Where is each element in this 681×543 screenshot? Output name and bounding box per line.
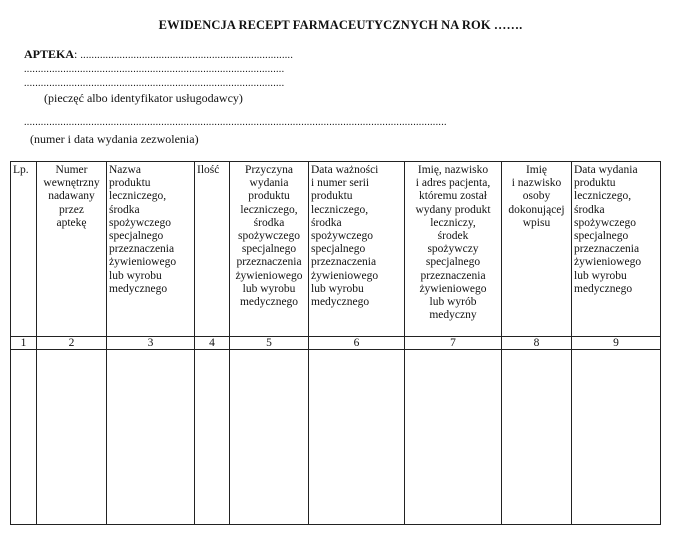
entry-cell-6[interactable] xyxy=(309,350,405,525)
header-reason: Przyczyna wydania produktu leczniczego, środka spożywczego specjalnego przeznaczenia żywieniowego lub wyrobu medycznego xyxy=(230,162,309,337)
col-number-7: 7 xyxy=(405,337,502,350)
col-number-1: 1 xyxy=(11,337,37,350)
header-lp: Lp. xyxy=(11,162,37,337)
prescription-register-table xyxy=(10,161,661,525)
entry-cell-3[interactable] xyxy=(107,350,195,525)
col-number-9: 9 xyxy=(572,337,661,350)
col-number-5: 5 xyxy=(230,337,309,350)
permit-caption: (numer i data wydania zezwolenia) xyxy=(30,132,199,146)
entry-cell-8[interactable] xyxy=(502,350,572,525)
entry-row xyxy=(11,350,661,525)
document-title: EWIDENCJA RECEPT FARMACEUTYCZNYCH NA ROK ……. xyxy=(158,18,523,32)
entry-cell-1[interactable] xyxy=(11,350,37,525)
column-number-row xyxy=(11,337,661,350)
header-quantity: Ilość xyxy=(195,162,230,337)
header-row xyxy=(11,162,661,337)
col-number-2: 2 xyxy=(37,337,107,350)
pharmacy-dots-1: ............................................................................ xyxy=(80,50,294,61)
header-expiry-serial: Data ważności i numer serii produktu leczniczego, środka spożywczego specjalnego przeznaczenia żywieniowego lub wyrobu medycznego xyxy=(309,162,405,337)
pharmacy-block xyxy=(24,47,293,91)
header-entry-person: Imię i nazwisko osoby dokonującej wpisu xyxy=(502,162,572,337)
col-number-8: 8 xyxy=(502,337,572,350)
col-number-4: 4 xyxy=(195,337,230,350)
header-internal-number: Numer wewnętrzny nadawany przez aptekę xyxy=(37,162,107,337)
entry-cell-4[interactable] xyxy=(195,350,230,525)
entry-cell-9[interactable] xyxy=(572,350,661,525)
pharmacy-label: APTEKA xyxy=(24,47,75,61)
permit-dots: ....................................................................................................................................................... xyxy=(24,117,447,128)
header-product-name: Nazwa produktu leczniczego, środka spożywczego specjalnego przeznaczenia żywieniowego lub wyrobu medycznego xyxy=(107,162,195,337)
entry-cell-5[interactable] xyxy=(230,350,309,525)
col-number-3: 3 xyxy=(107,337,195,350)
pharmacy-dots-3: ............................................................................................. xyxy=(24,78,285,89)
stamp-caption: (pieczęć albo identyfikator usługodawcy) xyxy=(44,91,243,105)
col-number-6: 6 xyxy=(309,337,405,350)
entry-cell-2[interactable] xyxy=(37,350,107,525)
header-issue-date: Data wydania produktu leczniczego, środka spożywczego specjalnego przeznaczenia żywieniowego lub wyrobu medycznego xyxy=(572,162,661,337)
pharmacy-colon: : xyxy=(74,47,78,61)
pharmacy-dots-2: ............................................................................................. xyxy=(24,64,285,75)
header-patient: Imię, nazwisko i adres pacjenta, któremu został wydany produkt leczniczy, środek spożywczy specjalnego przeznaczenia żywieniowego lub wyrób medyczny xyxy=(405,162,502,337)
entry-cell-7[interactable] xyxy=(405,350,502,525)
